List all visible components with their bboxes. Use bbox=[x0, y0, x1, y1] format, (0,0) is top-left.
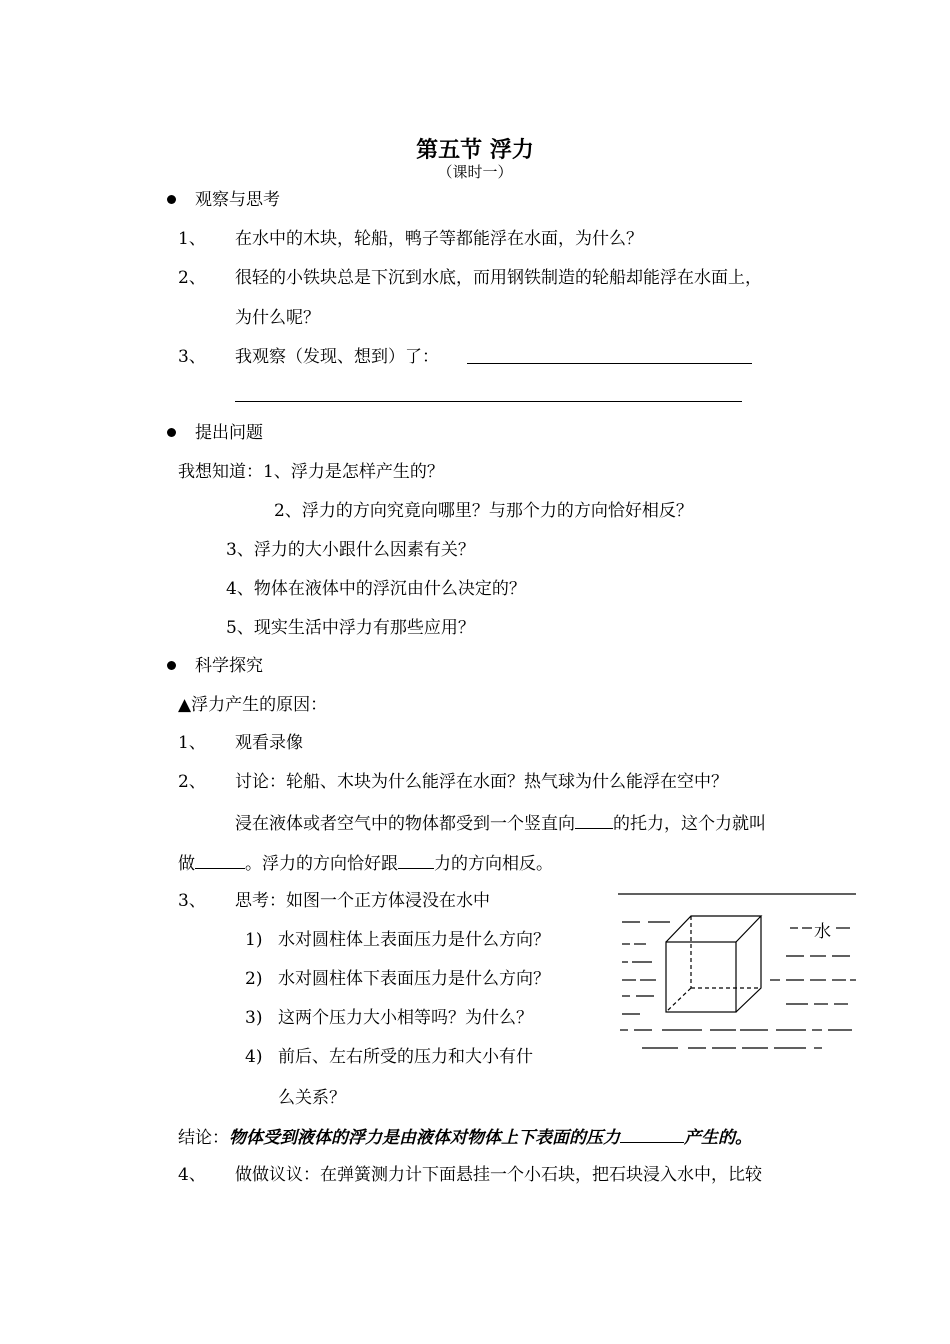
item-text: 我观察（发现、想到）了： bbox=[235, 347, 439, 367]
item-text: 在水中的木块，轮船，鸭子等都能浮在水面，为什么？ bbox=[235, 229, 643, 249]
sub-item-number: 4) bbox=[245, 1047, 263, 1067]
conclusion-text: 物体受到液体的浮力是由液体对物体上下表面的压力 bbox=[229, 1128, 620, 1148]
sub-item-text: 水对圆柱体上表面压力是什么方向？ bbox=[278, 930, 550, 950]
subheading-cause: ▲浮力产生的原因： bbox=[178, 695, 328, 715]
fill-blank[interactable] bbox=[620, 1126, 684, 1143]
page-subtitle: （课时一） bbox=[437, 163, 513, 181]
paragraph-text: 力的方向相反。 bbox=[434, 854, 553, 874]
question-item: 3、浮力的大小跟什么因素有关？ bbox=[226, 540, 475, 560]
item-text-continued: 为什么呢？ bbox=[235, 308, 320, 328]
item-number: 1、 bbox=[178, 229, 206, 249]
question-item: 2、浮力的方向究竟向哪里？与那个力的方向恰好相反？ bbox=[274, 501, 693, 521]
question-lead-label: 我想知道： bbox=[178, 462, 263, 482]
conclusion-text: 产生的。 bbox=[684, 1128, 752, 1148]
question-item: 5、现实生活中浮力有那些应用？ bbox=[226, 618, 475, 638]
item-text: 思考：如图一个正方体浸没在水中 bbox=[235, 891, 490, 911]
item-number: 3、 bbox=[178, 891, 206, 911]
item-number: 2、 bbox=[178, 268, 206, 288]
paragraph-text: 。浮力的方向恰好跟 bbox=[245, 854, 398, 874]
conclusion-line bbox=[178, 1126, 752, 1148]
section-heading-questions: 提出问题 bbox=[195, 423, 263, 443]
sub-item-number: 1) bbox=[245, 930, 263, 950]
sub-item-text-continued: 么关系？ bbox=[278, 1088, 346, 1108]
item-number: 4、 bbox=[178, 1165, 206, 1185]
item-text: 做做议议：在弹簧测力计下面悬挂一个小石块，把石块浸入水中，比较 bbox=[235, 1165, 762, 1185]
question-item: 4、物体在液体中的浮沉由什么决定的？ bbox=[226, 579, 526, 599]
paragraph-text: 的托力，这个力就叫 bbox=[613, 814, 766, 834]
sub-item-number: 3) bbox=[245, 1008, 263, 1028]
water-label: 水 bbox=[814, 922, 831, 942]
section-heading-observe: 观察与思考 bbox=[195, 190, 280, 210]
sub-item-text: 水对圆柱体下表面压力是什么方向？ bbox=[278, 969, 550, 989]
item-number: 2、 bbox=[178, 772, 206, 792]
sub-item-text: 前后、左右所受的压力和大小有什 bbox=[278, 1047, 533, 1067]
paragraph-text: 做 bbox=[178, 854, 195, 874]
item-text: 讨论：轮船、木块为什么能浮在水面？热气球为什么能浮在空中？ bbox=[235, 772, 728, 792]
item-number: 1、 bbox=[178, 733, 206, 753]
item-text: 观看录像 bbox=[235, 733, 303, 753]
page-title: 第五节 浮力 bbox=[416, 137, 534, 163]
cube-shape bbox=[666, 916, 761, 1012]
item-number: 3、 bbox=[178, 347, 206, 367]
paragraph-text: 浸在液体或者空气中的物体都受到一个竖直向 bbox=[235, 814, 575, 834]
section-heading-inquiry: 科学探究 bbox=[195, 656, 263, 676]
item-text: 很轻的小铁块总是下沉到水底，而用钢铁制造的轮船却能浮在水面上， bbox=[235, 268, 762, 288]
sub-item-number: 2) bbox=[245, 969, 263, 989]
conclusion-label: 结论： bbox=[178, 1128, 229, 1148]
question-item: 1、浮力是怎样产生的？ bbox=[263, 462, 444, 482]
sub-item-text: 这两个压力大小相等吗？为什么？ bbox=[278, 1008, 533, 1028]
